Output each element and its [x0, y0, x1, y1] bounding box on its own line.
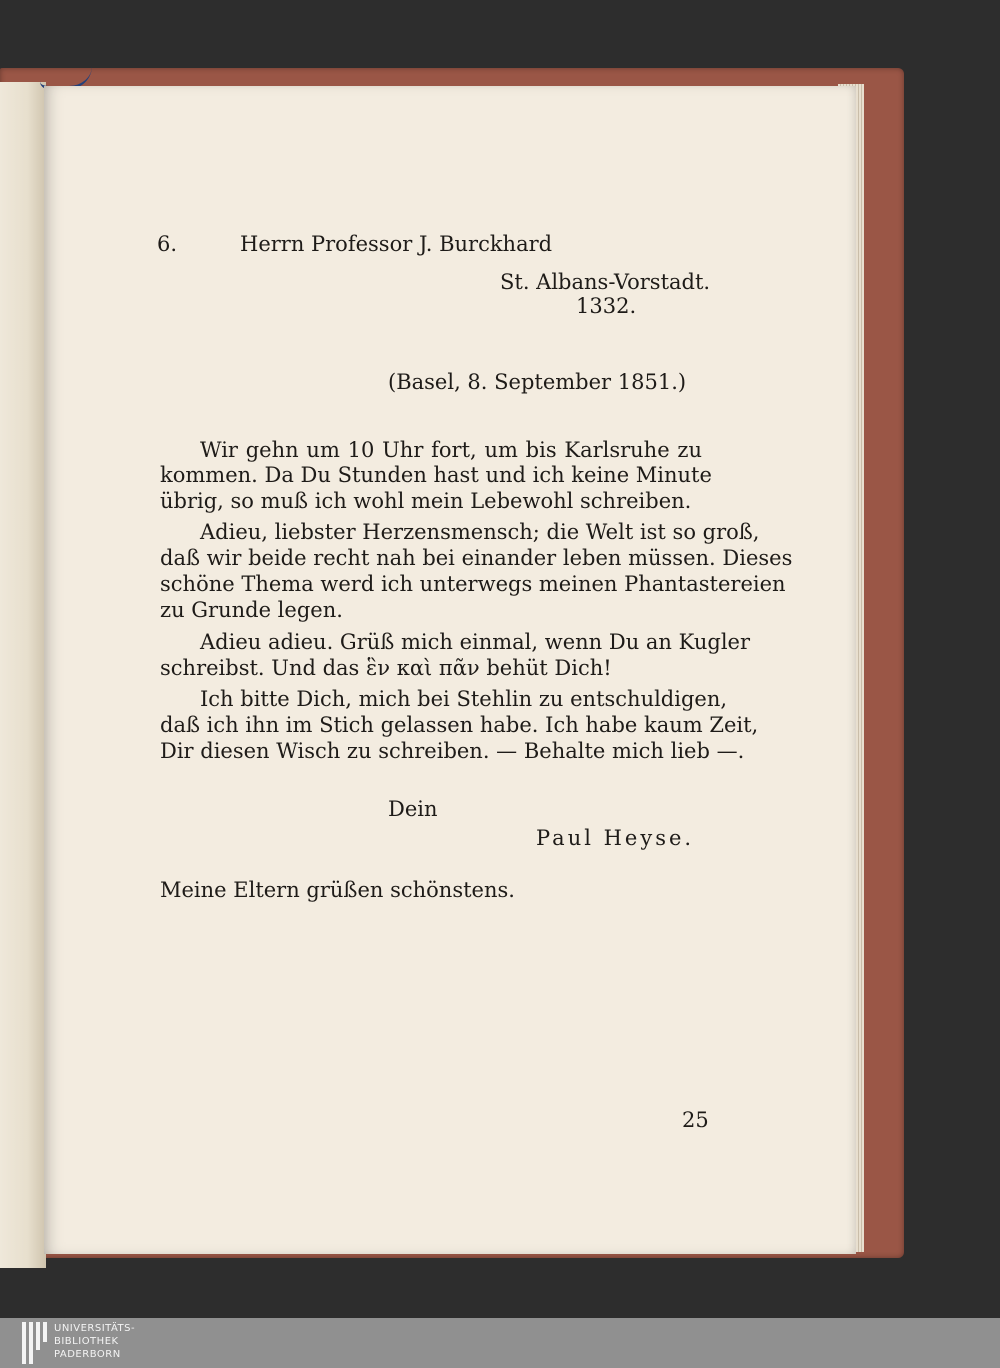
body-line: zu Grunde legen. — [160, 598, 343, 622]
address-number: 1332. — [576, 294, 637, 318]
body-line: schreibst. Und das ἓν καὶ πᾶν behüt Dich! — [160, 656, 612, 680]
left-page-edge — [0, 82, 46, 1268]
letter-dateline: (Basel, 8. September 1851.) — [388, 370, 687, 394]
address-street: St. Albans-Vorstadt. — [500, 270, 711, 294]
letter-postscript: Meine Eltern grüßen schönstens. — [160, 878, 515, 902]
letter-closing: Dein — [388, 797, 438, 821]
library-footer — [0, 1318, 1000, 1368]
letter-addressee: Herrn Professor J. Burckhard — [240, 232, 553, 256]
library-name — [54, 1322, 135, 1361]
body-line: schöne Thema werd ich unterwegs meinen Phantastereien — [160, 572, 786, 596]
body-line: Adieu adieu. Grüß mich einmal, wenn Du an Kugler — [200, 630, 750, 654]
letter-signature: Paul Heyse. — [536, 826, 695, 850]
body-line: kommen. Da Du Stunden hast und ich keine Minute — [160, 463, 712, 487]
body-line: Dir diesen Wisch zu schreiben. — Behalte mich lieb —. — [160, 739, 745, 763]
library-name-line1: UNIVERSITÄTS- — [54, 1323, 136, 1334]
library-name-line3: PADERBORN — [54, 1349, 121, 1360]
letter-number: 6. — [157, 232, 178, 256]
library-logo-icon — [22, 1322, 48, 1364]
body-line: Wir gehn um 10 Uhr fort, um bis Karlsruhe zu — [200, 438, 702, 462]
body-line: Adieu, liebster Herzensmensch; die Welt ist so groß, — [200, 520, 760, 544]
page-number: 25 — [682, 1108, 709, 1132]
body-line: daß ich ihn im Stich gelassen habe. Ich habe kaum Zeit, — [160, 713, 759, 737]
body-line: Ich bitte Dich, mich bei Stehlin zu entschuldigen, — [200, 687, 728, 711]
body-line: übrig, so muß ich wohl mein Lebewohl schreiben. — [160, 489, 692, 513]
library-name-line2: BIBLIOTHEK — [54, 1336, 119, 1347]
body-line: daß wir beide recht nah bei einander leben müssen. Dieses — [160, 546, 793, 570]
